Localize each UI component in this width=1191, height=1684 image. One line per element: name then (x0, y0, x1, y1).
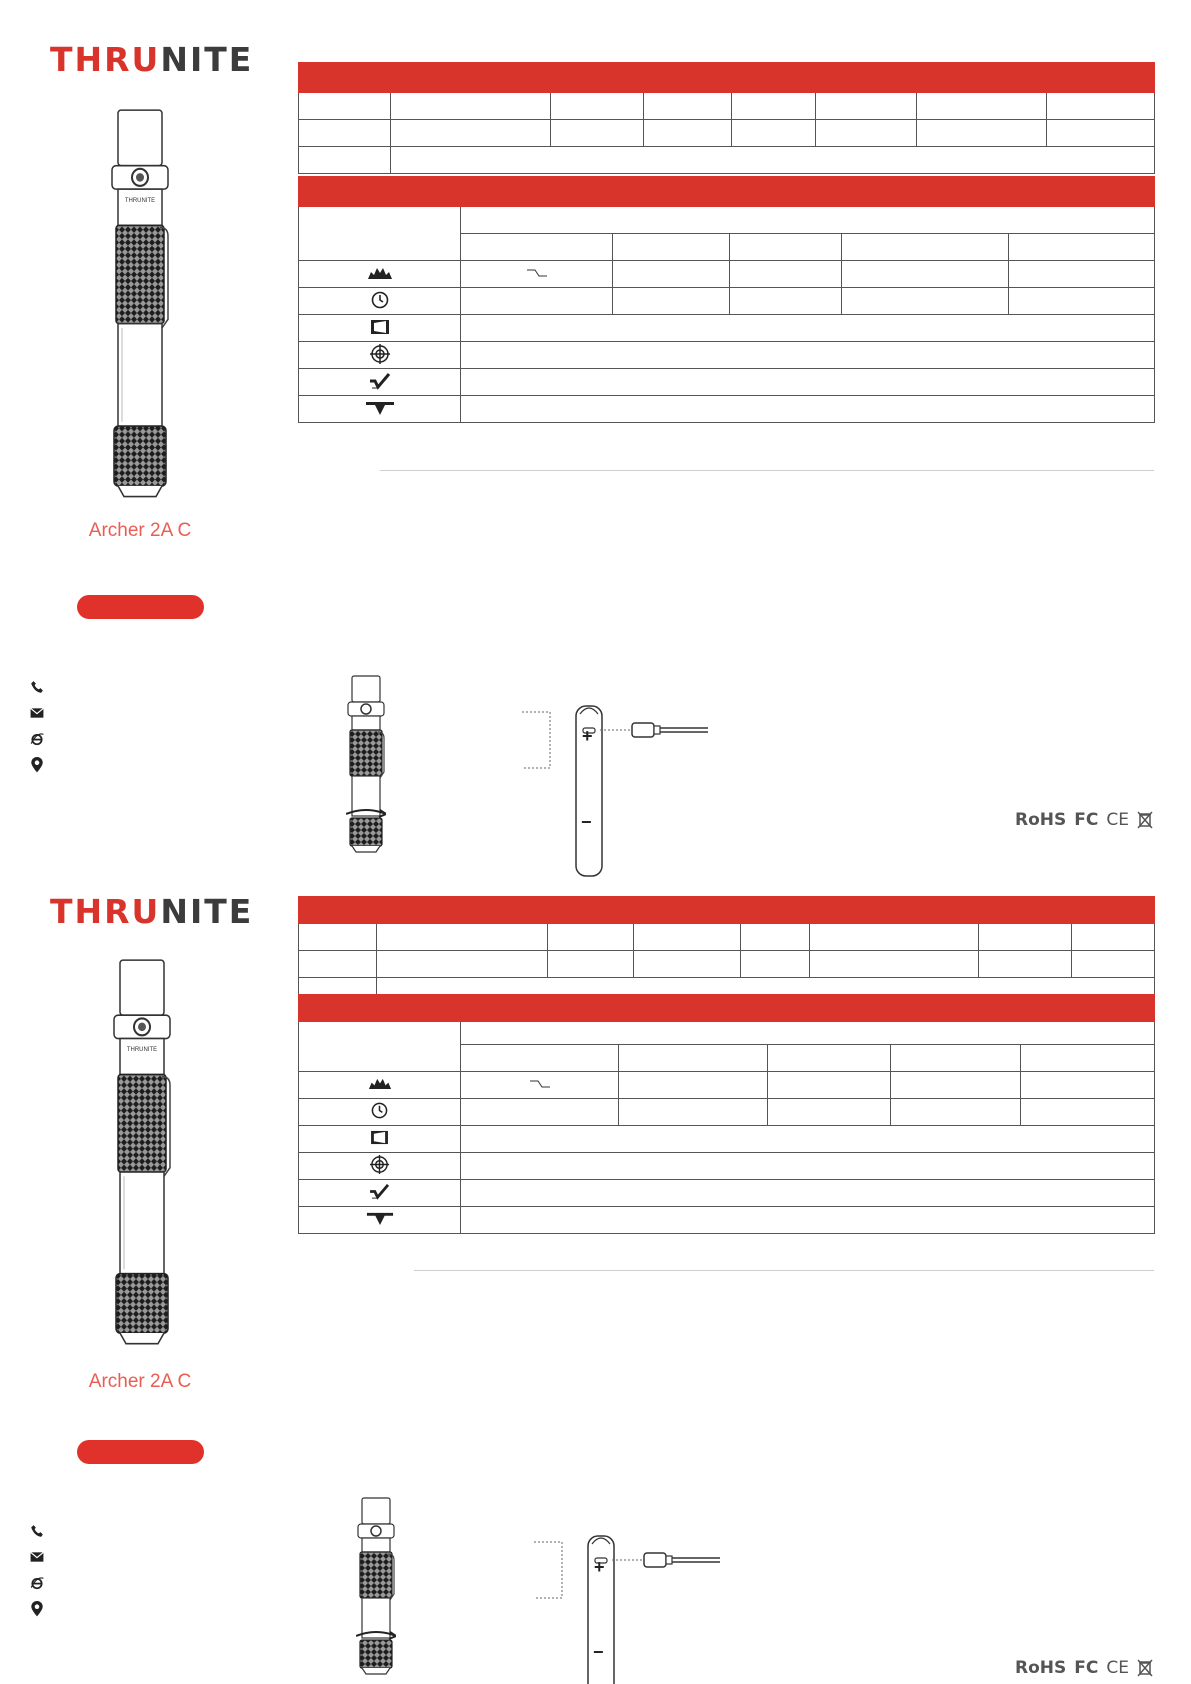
impact-icon (299, 369, 461, 396)
phone-icon (30, 1518, 50, 1544)
rohs-mark: RoHS (1015, 810, 1067, 830)
table-row (299, 342, 1155, 369)
table-row (299, 147, 1155, 174)
impact-icon (299, 1180, 461, 1207)
spec-table (298, 62, 1155, 174)
table-row (299, 1153, 1155, 1180)
table-row (299, 120, 1155, 147)
spec-table (298, 896, 1155, 1005)
table-row (299, 261, 1155, 288)
weee-bin-icon (1137, 1659, 1153, 1677)
battery-minus: − (593, 1642, 604, 1662)
performance-header-band (299, 995, 1155, 1022)
location-icon (30, 752, 50, 778)
certification-marks (1015, 1658, 1153, 1678)
table-row (299, 1099, 1155, 1126)
web-icon (30, 726, 50, 752)
table-row (299, 1072, 1155, 1099)
mail-icon (30, 700, 50, 726)
performance-table (298, 994, 1155, 1234)
weee-bin-icon (1137, 811, 1153, 829)
section-pill (77, 595, 204, 619)
table-row (299, 1126, 1155, 1153)
table-row (299, 924, 1155, 951)
performance-header-band (299, 177, 1155, 207)
fc-mark: FC (1074, 810, 1099, 830)
intensity-icon (299, 342, 461, 369)
beam-distance-icon (299, 1126, 461, 1153)
battery-charging-illustration (520, 700, 710, 880)
performance-table (298, 176, 1155, 423)
table-row (299, 396, 1155, 423)
contact-icons (30, 674, 50, 778)
table-row (299, 288, 1155, 315)
lumens-icon (299, 1072, 461, 1099)
table-row (299, 207, 1155, 234)
step-mark (461, 261, 613, 288)
flashlight-illustration (110, 108, 170, 503)
rohs-mark: RoHS (1015, 1658, 1067, 1678)
divider (380, 470, 1154, 471)
thrunite-logo: THRUNITE (50, 40, 254, 79)
table-row (299, 93, 1155, 120)
spec-header-band (299, 63, 1155, 93)
web-icon (30, 1570, 50, 1596)
product-name: Archer 2A C (88, 1371, 192, 1392)
lumens-icon (299, 261, 461, 288)
battery-charging-illustration (532, 1530, 722, 1684)
twist-illustration (356, 1494, 396, 1678)
beam-distance-icon (299, 315, 461, 342)
phone-icon (30, 674, 50, 700)
mail-icon (30, 1544, 50, 1570)
table-row (299, 1207, 1155, 1234)
step-mark (461, 1072, 619, 1099)
twist-illustration (346, 672, 386, 856)
divider (414, 1270, 1154, 1271)
intensity-icon (299, 1153, 461, 1180)
battery-minus: − (581, 812, 592, 832)
table-row (299, 951, 1155, 978)
table-row (299, 1180, 1155, 1207)
ce-mark: CE (1106, 1658, 1129, 1678)
waterproof-icon (299, 1207, 461, 1234)
battery-plus: + (594, 1557, 605, 1577)
table-row (299, 315, 1155, 342)
battery-plus: + (582, 726, 593, 746)
runtime-icon (299, 1099, 461, 1126)
waterproof-icon (299, 396, 461, 423)
contact-icons (30, 1518, 50, 1622)
table-row (299, 1022, 1155, 1045)
flashlight-illustration (112, 958, 172, 1350)
section-pill (77, 1440, 204, 1464)
spec-header-band (299, 897, 1155, 924)
ce-mark: CE (1106, 810, 1129, 830)
fc-mark: FC (1074, 1658, 1099, 1678)
runtime-icon (299, 288, 461, 315)
product-name: Archer 2A C (88, 520, 192, 541)
location-icon (30, 1596, 50, 1622)
table-row (299, 369, 1155, 396)
certification-marks (1015, 810, 1153, 830)
thrunite-logo: THRUNITE (50, 892, 254, 931)
